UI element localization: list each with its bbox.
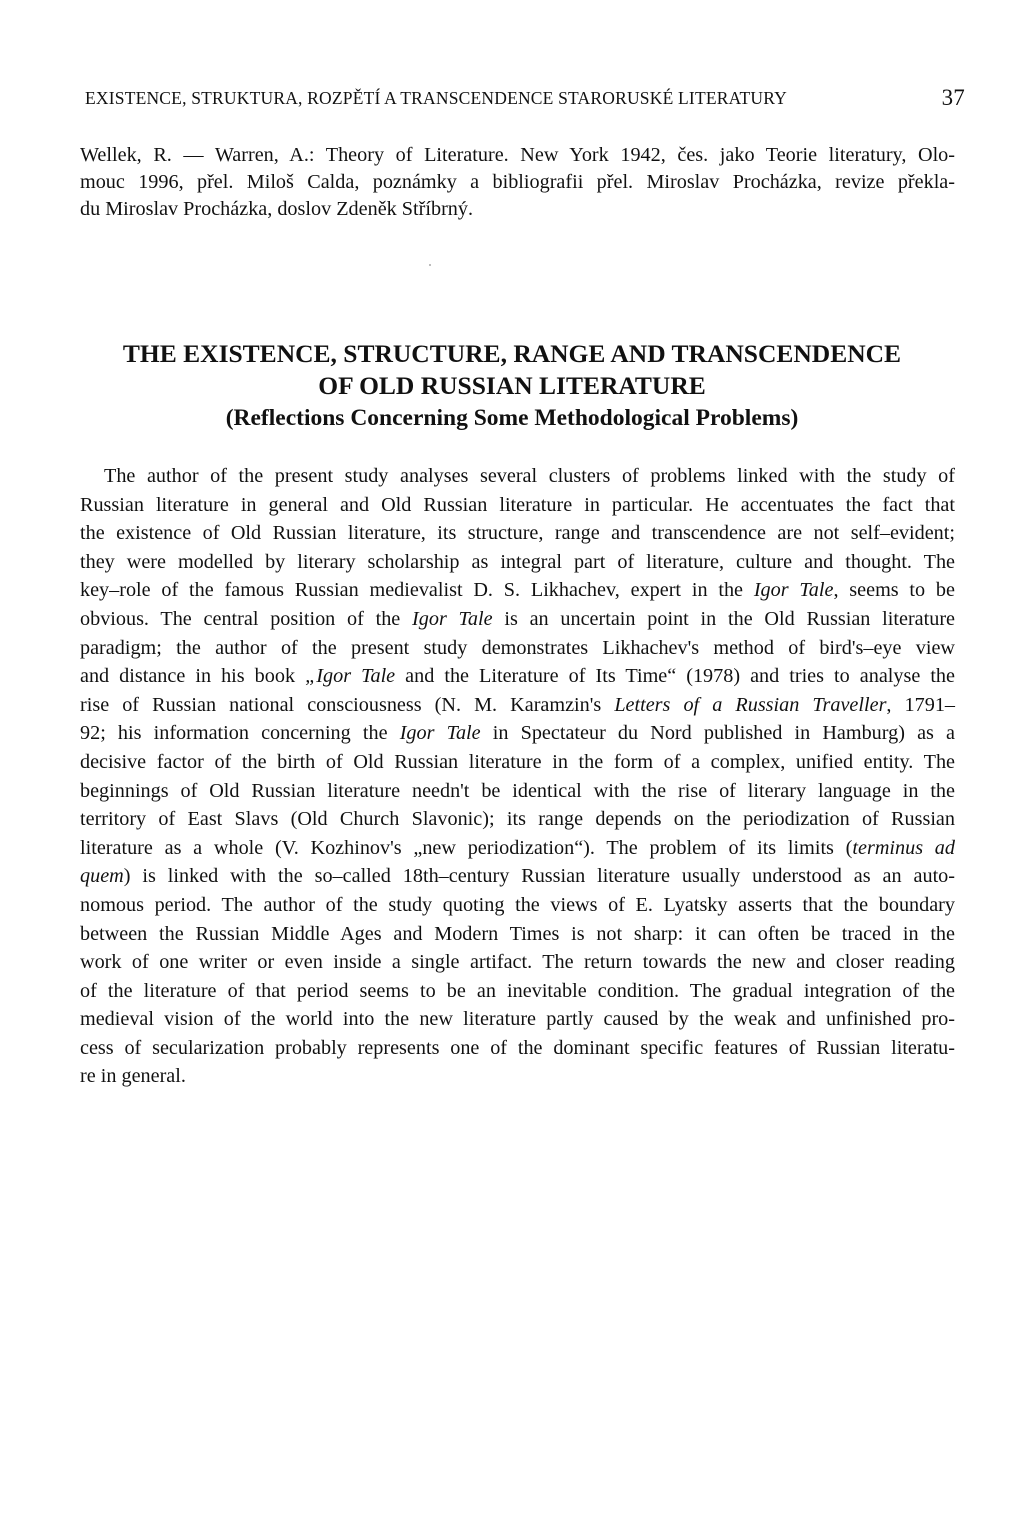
abstract-line: decisive factor of the birth of Old Russian literature in the form of a complex, unified entity. The xyxy=(80,750,955,773)
abstract-italic-term: terminus ad xyxy=(852,836,955,859)
abstract-italic-title: Igor Tale xyxy=(412,607,493,630)
abstract-italic-term: quem xyxy=(80,865,124,888)
scan-speck xyxy=(429,264,431,266)
reference-line-1: Wellek, R. — Warren, A.: Theory of Literature. New York 1942, čes. jako Teorie literatury, Olo- xyxy=(80,144,955,166)
summary-heading xyxy=(60,338,964,434)
abstract-text: , seems to be xyxy=(833,579,955,602)
abstract-text: literature as a whole (V. Kozhinov's „new periodization“). The problem of its limits ( xyxy=(80,836,853,859)
abstract-italic-title: Igor Tale xyxy=(753,579,834,602)
abstract-text: key–role of the famous Russian medievalist D. S. Likhachev, expert in the xyxy=(80,579,754,602)
abstract-italic-title: „Igor Tale xyxy=(305,665,396,688)
abstract-line: the existence of Old Russian literature, its structure, range and transcendence are not self–evident; xyxy=(80,522,955,545)
running-head-title: EXISTENCE, STRUKTURA, ROZPĚTÍ A TRANSCENDENCE STARORUSKÉ LITERATURY xyxy=(85,88,787,108)
abstract-line xyxy=(80,691,955,720)
abstract-text: rise of Russian national consciousness (N. M. Karamzin's xyxy=(80,693,615,716)
reference-line-2: mouc 1996, přel. Miloš Calda, poznámky a bibliografii přel. Miroslav Procházka, revize překla- xyxy=(80,171,955,193)
abstract-paragraph xyxy=(80,462,955,1091)
abstract-line: of the literature of that period seems to be an inevitable condition. The gradual integration of the xyxy=(80,979,955,1002)
abstract-line: Russian literature in general and Old Russian literature in particular. He accentuates the fact that xyxy=(80,493,955,516)
abstract-line xyxy=(80,662,955,691)
abstract-text: in Spectateur du Nord published in Hamburg) as a xyxy=(480,722,955,745)
abstract-italic-title: Igor Tale xyxy=(399,722,481,745)
heading-line-2: OF OLD RUSSIAN LITERATURE xyxy=(318,371,706,400)
reference-line-3: du Miroslav Procházka, doslov Zdeněk Stříbrný. xyxy=(80,198,474,220)
abstract-text: is an uncertain point in the Old Russian literature xyxy=(492,607,956,630)
abstract-line: territory of East Slavs (Old Church Slavonic); its range depends on the periodization of Russian xyxy=(80,808,955,831)
abstract-line xyxy=(80,834,955,863)
heading-line-1: THE EXISTENCE, STRUCTURE, RANGE AND TRANSCENDENCE xyxy=(122,339,902,368)
abstract-line xyxy=(80,576,955,605)
abstract-line: between the Russian Middle Ages and Modern Times is not sharp: it can often be traced in the xyxy=(80,922,955,945)
abstract-line xyxy=(80,862,955,891)
abstract-line: beginnings of Old Russian literature needn't be identical with the rise of literary language in the xyxy=(80,779,955,802)
abstract-text: ) is linked with the so–called 18th–century Russian literature usually understood as an auto- xyxy=(123,865,955,888)
heading-subtitle: (Reflections Concerning Some Methodological Problems) xyxy=(225,405,799,431)
abstract-line: nomous period. The author of the study quoting the views of E. Lyatsky asserts that the boundary xyxy=(80,893,955,916)
abstract-line: paradigm; the author of the present study demonstrates Likhachev's method of bird's–eye view xyxy=(80,636,955,659)
running-head xyxy=(85,85,965,110)
abstract-line: they were modelled by literary scholarship as integral part of literature, culture and thought. The xyxy=(80,550,955,573)
abstract-line: medieval vision of the world into the new literature partly caused by the weak and unfinished pro- xyxy=(80,1008,955,1031)
abstract-text: and the Literature of Its Time“ (1978) and tries to analyse the xyxy=(395,665,955,688)
abstract-italic-title: Letters of a Russian Traveller xyxy=(614,693,887,716)
abstract-text: , 1791– xyxy=(886,693,956,716)
abstract-line: cess of secularization probably represents one of the dominant specific features of Russian literatu- xyxy=(80,1036,955,1059)
abstract-line xyxy=(80,605,955,634)
abstract-text: and distance in his book xyxy=(80,665,306,688)
abstract-line xyxy=(80,719,955,748)
abstract-line: The author of the present study analyses several clusters of problems linked with the study of xyxy=(104,465,955,487)
page-number: 37 xyxy=(941,85,965,110)
abstract-text: 92; his information concerning the xyxy=(80,722,400,745)
abstract-text: obvious. The central position of the xyxy=(80,607,413,630)
abstract-line: re in general. xyxy=(80,1065,186,1088)
abstract-line: work of one writer or even inside a single artifact. The return towards the new and closer reading xyxy=(80,951,955,974)
bibliography-entry xyxy=(80,142,955,223)
